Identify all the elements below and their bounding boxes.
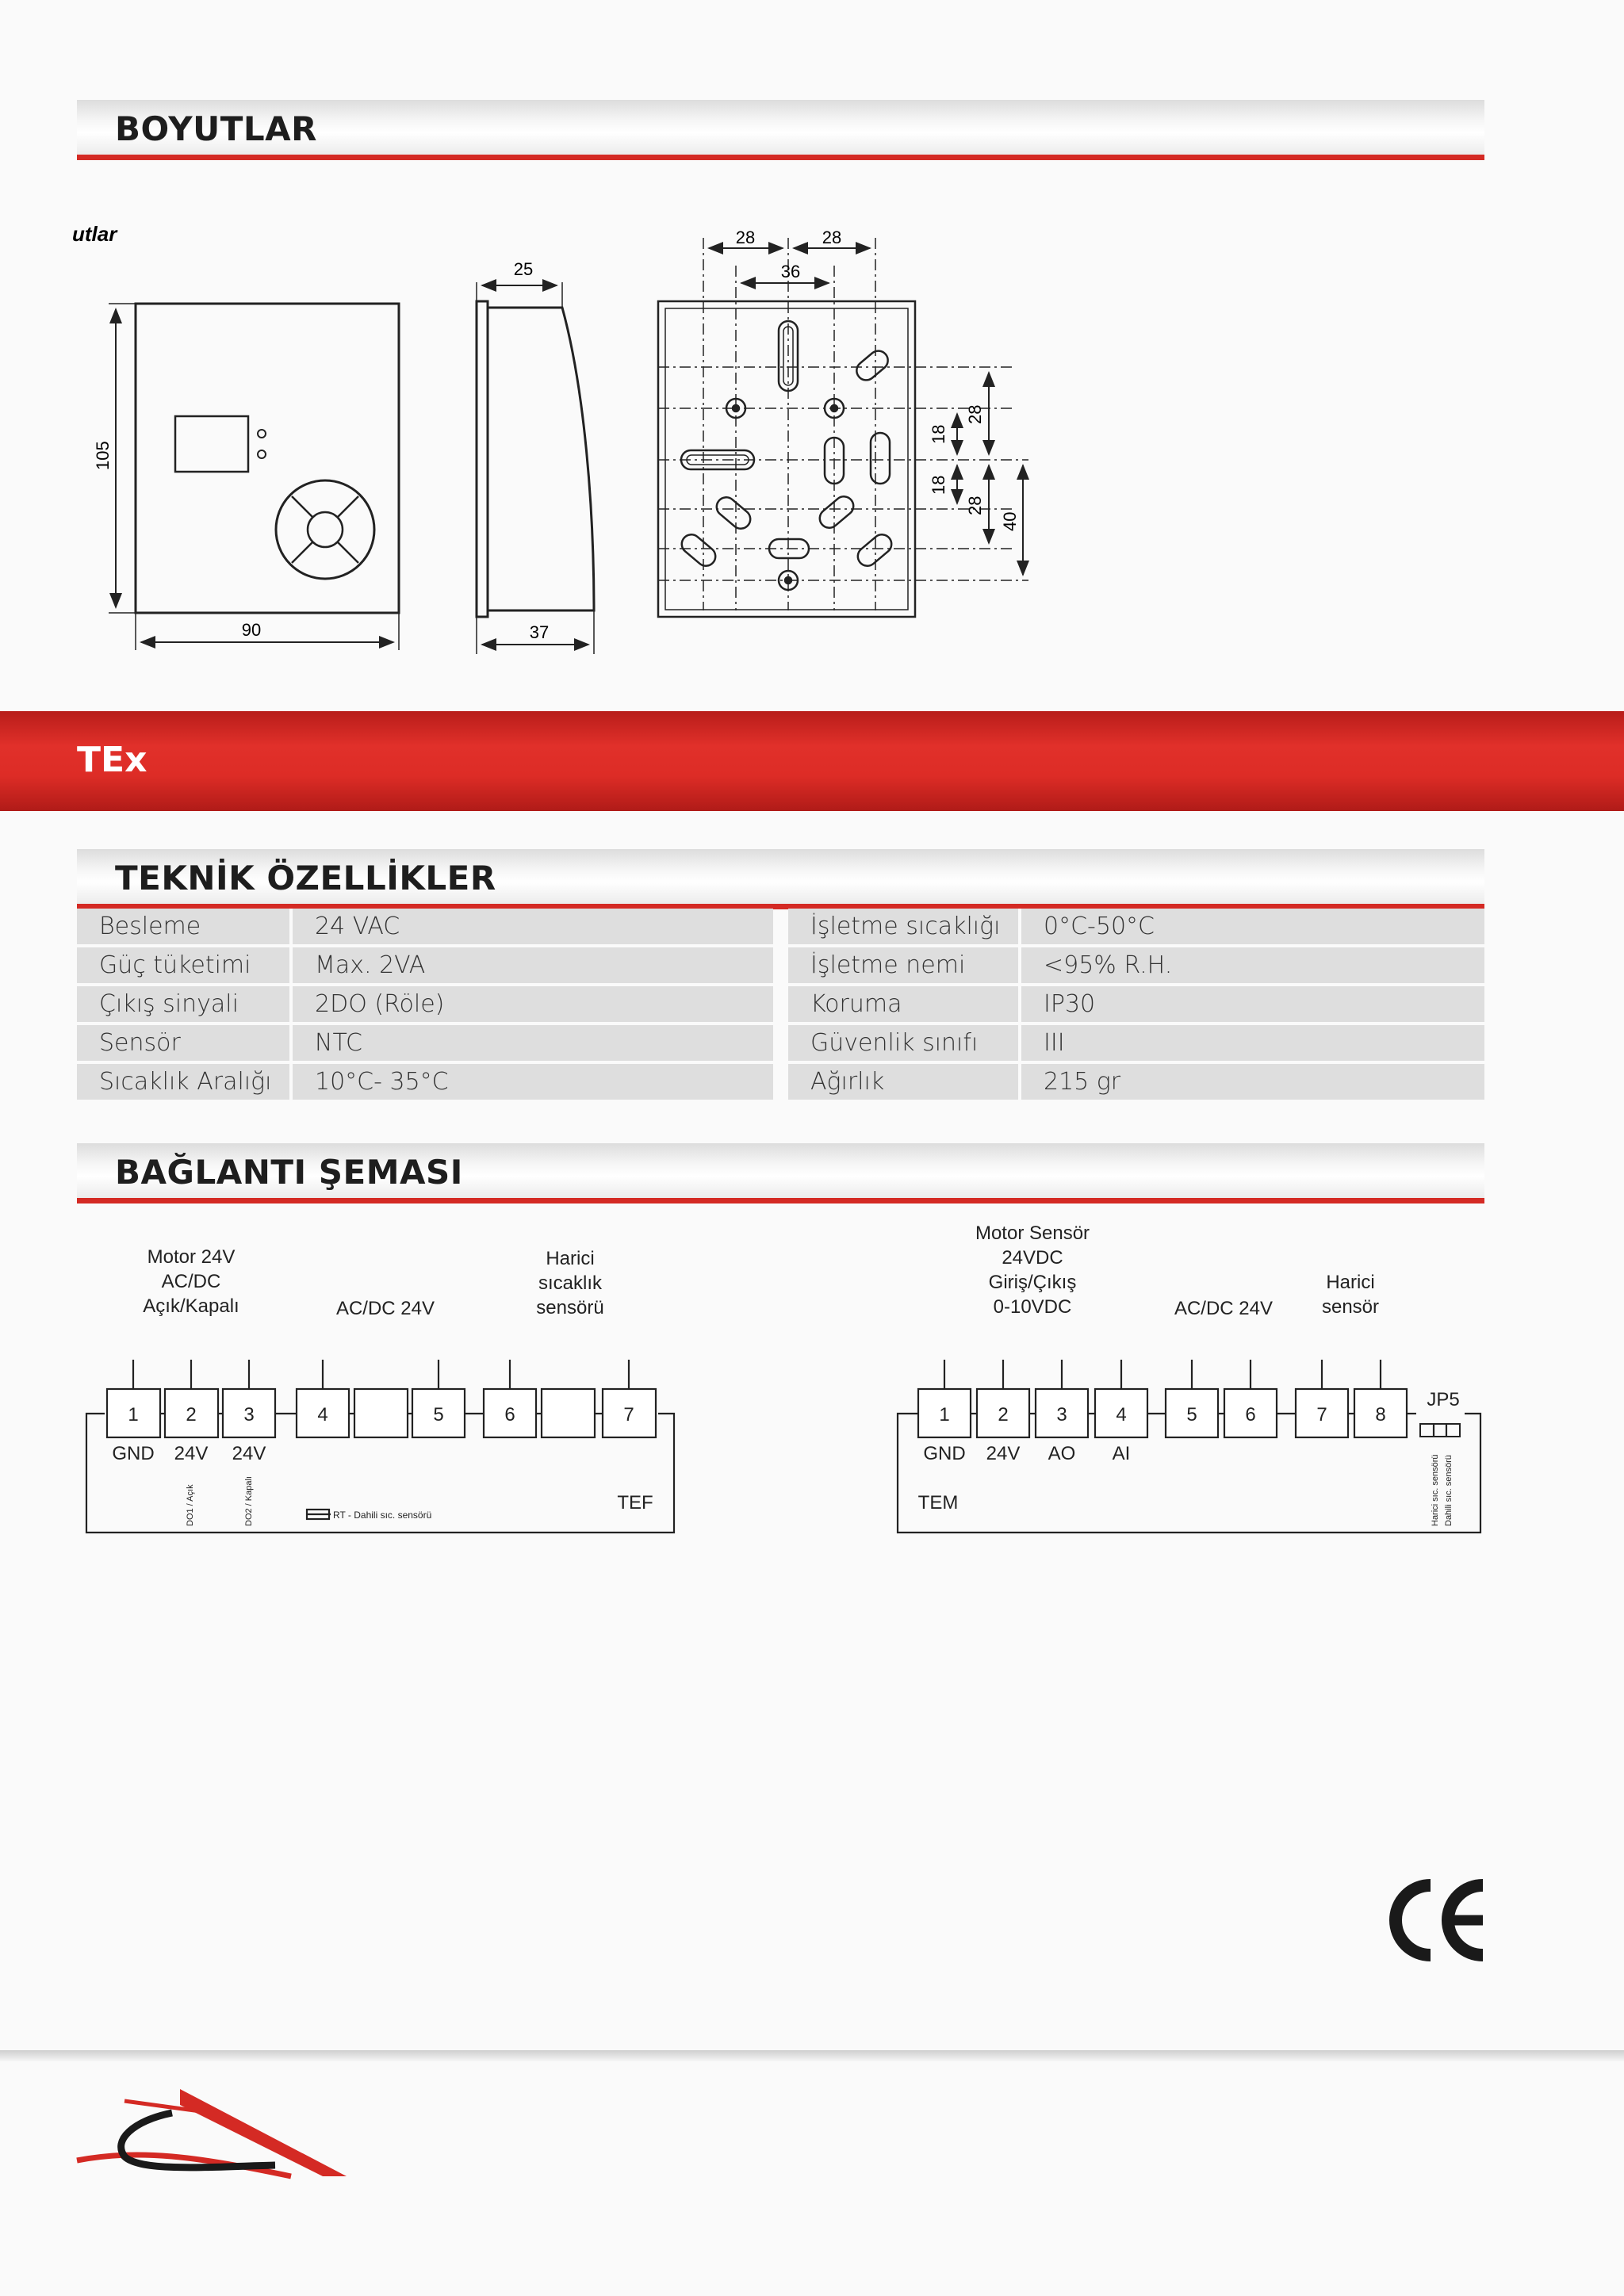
tef-terminal-label: 3 bbox=[243, 1404, 255, 1425]
spec-label: Besleme bbox=[77, 909, 289, 944]
tem-harici-label-1: Harici bbox=[1326, 1272, 1375, 1293]
back-top-right-label: 28 bbox=[822, 228, 842, 247]
tem-motor-label-2: 24VDC bbox=[1002, 1247, 1063, 1269]
specs-table-left bbox=[77, 905, 773, 1103]
tem-motor-label-4: 0-10VDC bbox=[993, 1296, 1072, 1318]
spec-row bbox=[77, 986, 773, 1022]
tef-terminal-label: 5 bbox=[433, 1404, 444, 1425]
spec-label: Güç tüketimi bbox=[77, 947, 289, 983]
spec-row bbox=[77, 947, 773, 983]
spec-value: 24 VAC bbox=[289, 909, 773, 944]
front-height-label: 105 bbox=[93, 441, 113, 470]
back-v2-label: 18 bbox=[929, 475, 948, 495]
spec-value: 0°C-50°C bbox=[1018, 909, 1484, 944]
tem-harici-label-2: sensör bbox=[1321, 1296, 1380, 1318]
tem-terminal-label: 5 bbox=[1186, 1404, 1197, 1425]
spec-value: 215 gr bbox=[1018, 1064, 1484, 1100]
back-v4-label: 28 bbox=[965, 496, 985, 515]
tef-rt-label: RT - Dahili sıc. sensörü bbox=[333, 1510, 432, 1521]
tem-terminal-label: 8 bbox=[1375, 1404, 1386, 1425]
tem-terminal-label: 7 bbox=[1316, 1404, 1327, 1425]
tef-terminal-label: 4 bbox=[317, 1404, 328, 1425]
tef-terminal-blank bbox=[354, 1389, 408, 1437]
front-width-label: 90 bbox=[241, 620, 262, 640]
footer-divider bbox=[0, 2050, 1624, 2061]
tem-terminal-label: 2 bbox=[998, 1404, 1009, 1425]
spec-label: Koruma bbox=[788, 986, 1018, 1022]
front-view bbox=[109, 304, 399, 650]
tef-terminal-blank bbox=[542, 1389, 595, 1437]
tef-terminal-label: 7 bbox=[623, 1404, 634, 1425]
tef-model-label: TEF bbox=[617, 1492, 653, 1513]
spec-value: III bbox=[1018, 1025, 1484, 1061]
dimensions-caption: utlar bbox=[72, 222, 117, 246]
tem-terminal-label: 4 bbox=[1116, 1404, 1127, 1425]
specs-table-right bbox=[788, 905, 1484, 1103]
spec-value: 10°C- 35°C bbox=[289, 1064, 773, 1100]
product-name: TEx bbox=[77, 740, 147, 780]
wiring-section-header bbox=[77, 1143, 1484, 1203]
wiring-diagram-tef bbox=[77, 1225, 695, 1542]
spec-label: İşletme nemi bbox=[788, 947, 1018, 983]
spec-label: Ağırlık bbox=[788, 1064, 1018, 1100]
specs-section-header bbox=[77, 849, 1484, 909]
tem-jp-b-label: Dahili sıc. sensörü bbox=[1444, 1455, 1454, 1526]
spec-row bbox=[788, 909, 1484, 944]
tef-do2-label: DO2 / Kapalı bbox=[244, 1476, 254, 1526]
wiring-title: BAĞLANTI ŞEMASI bbox=[115, 1153, 463, 1192]
tem-terminal-label: 3 bbox=[1056, 1404, 1067, 1425]
spec-row bbox=[77, 1064, 773, 1100]
spec-row bbox=[788, 1064, 1484, 1100]
company-logo-icon bbox=[77, 2081, 354, 2184]
tef-under-label: 24V bbox=[232, 1443, 266, 1464]
spec-row bbox=[788, 1025, 1484, 1061]
tef-terminal-label: 6 bbox=[504, 1404, 515, 1425]
spec-row bbox=[77, 1025, 773, 1061]
tem-body bbox=[898, 1360, 1480, 1533]
tef-harici-label-3: sensörü bbox=[536, 1297, 604, 1318]
spec-label: Çıkış sinyali bbox=[77, 986, 289, 1022]
dimension-drawings bbox=[72, 206, 1028, 682]
spec-label: Sensör bbox=[77, 1025, 289, 1061]
wiring-diagram-tem bbox=[888, 1225, 1507, 1542]
ce-mark-icon bbox=[1389, 1879, 1488, 1962]
tef-acdc-label: AC/DC 24V bbox=[335, 1298, 435, 1319]
tef-motor-label-1: Motor 24V bbox=[147, 1246, 236, 1268]
tef-harici-label-1: Harici bbox=[546, 1248, 595, 1269]
tef-terminal-label: 2 bbox=[186, 1404, 197, 1425]
tem-acdc-label: AC/DC 24V bbox=[1174, 1298, 1274, 1319]
spec-value: Max. 2VA bbox=[289, 947, 773, 983]
tem-under-label: AO bbox=[1048, 1443, 1076, 1464]
tem-under-label: GND bbox=[923, 1443, 966, 1464]
tef-do1-label: DO1 / Açık bbox=[186, 1484, 195, 1526]
back-top-left-label: 28 bbox=[735, 228, 756, 247]
tem-jp-a-label: Harici sıc. sensörü bbox=[1431, 1454, 1440, 1526]
tem-model-label: TEM bbox=[917, 1492, 959, 1513]
back-v3-label: 28 bbox=[965, 404, 985, 424]
back-view bbox=[658, 238, 1028, 617]
spec-label: İşletme sıcaklığı bbox=[788, 909, 1018, 944]
tem-jp5-label: JP5 bbox=[1427, 1389, 1460, 1410]
tem-under-label: 24V bbox=[986, 1443, 1021, 1464]
tef-under-label: 24V bbox=[174, 1443, 209, 1464]
dimensions-section-header bbox=[77, 100, 1484, 160]
tef-motor-label-3: Açık/Kapalı bbox=[143, 1295, 239, 1317]
spec-value: IP30 bbox=[1018, 986, 1484, 1022]
spec-label: Sıcaklık Aralığı bbox=[77, 1064, 289, 1100]
side-top-label: 25 bbox=[513, 259, 534, 279]
tef-under-label: GND bbox=[112, 1443, 155, 1464]
product-band bbox=[0, 711, 1624, 811]
specs-title: TEKNİK ÖZELLİKLER bbox=[115, 859, 496, 897]
tef-terminal-label: 1 bbox=[128, 1404, 139, 1425]
tem-motor-label-1: Motor Sensör bbox=[975, 1223, 1090, 1244]
spec-value: NTC bbox=[289, 1025, 773, 1061]
tef-motor-label-2: AC/DC bbox=[161, 1271, 221, 1292]
back-v5-label: 40 bbox=[1000, 511, 1020, 531]
tem-terminal-label: 1 bbox=[939, 1404, 950, 1425]
spec-row bbox=[788, 986, 1484, 1022]
tem-motor-label-3: Giriş/Çıkış bbox=[988, 1272, 1077, 1293]
back-center-label: 36 bbox=[780, 262, 801, 281]
spec-row bbox=[788, 947, 1484, 983]
tem-terminal-label: 6 bbox=[1245, 1404, 1256, 1425]
side-view bbox=[477, 282, 594, 654]
dimensions-title: BOYUTLAR bbox=[115, 109, 317, 148]
spec-value: 2DO (Röle) bbox=[289, 986, 773, 1022]
spec-value: <95% R.H. bbox=[1018, 947, 1484, 983]
side-bottom-label: 37 bbox=[529, 622, 550, 642]
tef-harici-label-2: sıcaklık bbox=[538, 1272, 603, 1294]
tem-under-label: AI bbox=[1112, 1443, 1131, 1464]
spec-row bbox=[77, 909, 773, 944]
back-v1-label: 18 bbox=[929, 424, 948, 444]
spec-label: Güvenlik sınıfı bbox=[788, 1025, 1018, 1061]
